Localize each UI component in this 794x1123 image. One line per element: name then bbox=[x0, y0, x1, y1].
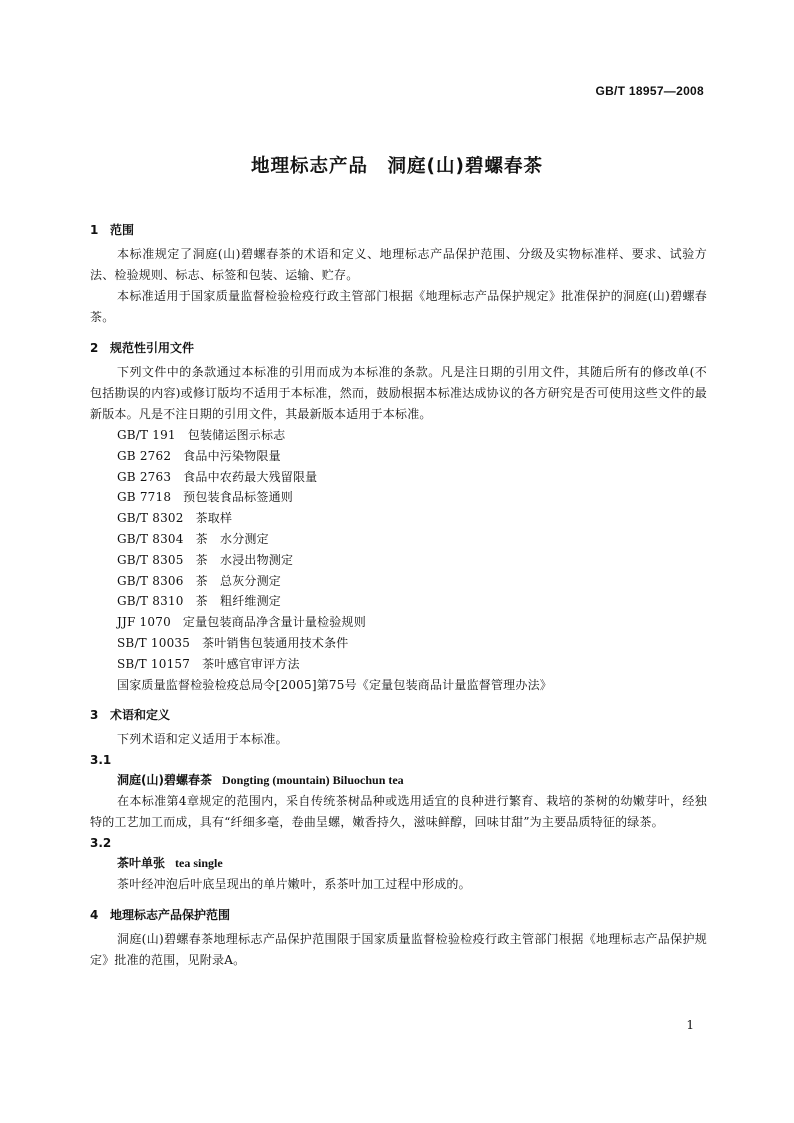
reference-item bbox=[90, 633, 707, 654]
paragraph: 本标准适用于国家质量监督检验检疫行政主管部门根据《地理标志产品保护规定》批准保护的洞庭(山)碧螺春茶。 bbox=[90, 289, 707, 324]
reference-item bbox=[90, 487, 707, 508]
reference-item bbox=[90, 550, 707, 571]
reference-code: SB/T 10035 bbox=[117, 635, 191, 650]
reference-title: 茶取样 bbox=[195, 511, 233, 526]
term-chinese: 茶叶单张 bbox=[117, 856, 166, 871]
reference-title: 包装储运图示标志 bbox=[187, 428, 286, 442]
section-number: 2 bbox=[90, 341, 99, 355]
reference-item: 国家质量监督检验检疫总局令[2005]第75号《定量包装商品计量监督管理办法》 bbox=[117, 677, 552, 692]
term-heading bbox=[90, 770, 707, 791]
term-definition: 在本标准第4章规定的范围内，采自传统茶树品种或选用适宜的良种进行繁育、栽培的茶树的幼嫩芽叶，经独特的工艺加工而成，具有“纤细多毫，卷曲呈螺，嫩香持久，滋味鲜醇，回味甘甜”为主要品质特征的绿茶。 bbox=[90, 794, 707, 830]
paragraph: 下列文件中的条款通过本标准的引用而成为本标准的条款。凡是注日期的引用文件，其随后所有的修改单(不包括勘误的内容)或修订版均不适用于本标准，然而，鼓励根据本标准达成协议的各方研究是否可使用这些文件的最新版本。凡是不注日期的引用文件，其最新版本适用于本标准。 bbox=[90, 365, 707, 421]
document-body bbox=[90, 216, 707, 971]
reference-item bbox=[90, 591, 707, 612]
section-number: 1 bbox=[90, 223, 99, 237]
reference-code: GB/T 8302 bbox=[117, 511, 184, 526]
document-title: 地理标志产品 洞庭(山)碧螺春茶 bbox=[251, 156, 543, 177]
reference-title: 茶 水分测定 bbox=[195, 531, 269, 546]
reference-title: 茶 粗纤维测定 bbox=[195, 594, 282, 609]
reference-code: GB/T 8310 bbox=[117, 594, 184, 609]
section-title: 地理标志产品保护范围 bbox=[110, 908, 231, 923]
reference-title: 食品中农药最大残留限量 bbox=[183, 469, 318, 484]
section-title: 规范性引用文件 bbox=[110, 341, 195, 355]
standard-number: GB/T 18957—2008 bbox=[595, 84, 704, 98]
section-3-heading bbox=[90, 705, 707, 725]
reference-item bbox=[90, 654, 707, 675]
reference-title: 茶 水浸出物测定 bbox=[195, 552, 294, 567]
reference-title: 定量包装商品净含量计量检验规则 bbox=[182, 615, 366, 630]
reference-title: 食品中污染物限量 bbox=[183, 448, 281, 463]
section-4-heading bbox=[90, 905, 707, 925]
reference-item bbox=[90, 425, 707, 446]
reference-code: GB/T 191 bbox=[117, 428, 176, 442]
term-english: tea single bbox=[175, 856, 223, 871]
term-definition: 茶叶经冲泡后叶底呈现出的单片嫩叶，系茶叶加工过程中形成的。 bbox=[117, 877, 471, 892]
reference-item bbox=[90, 467, 707, 488]
reference-title: 茶叶感官审评方法 bbox=[202, 656, 300, 671]
reference-item bbox=[90, 508, 707, 529]
reference-item bbox=[90, 612, 707, 633]
term-number: 3.1 bbox=[90, 753, 112, 768]
reference-code: GB/T 8304 bbox=[117, 531, 184, 546]
paragraph: 本标准规定了洞庭(山)碧螺春茶的术语和定义、地理标志产品保护范围、分级及实物标准样、要求、试验方法、检验规则、标志、标签和包装、运输、贮存。 bbox=[90, 247, 707, 282]
reference-code: GB 2763 bbox=[117, 469, 172, 484]
term-heading bbox=[90, 853, 707, 874]
section-2-heading bbox=[90, 338, 707, 358]
reference-code: JJF 1070 bbox=[117, 615, 171, 630]
reference-code: SB/T 10157 bbox=[117, 656, 191, 671]
section-number: 3 bbox=[90, 708, 99, 723]
reference-title: 预包装食品标签通则 bbox=[183, 490, 293, 505]
reference-code: GB/T 8306 bbox=[117, 573, 184, 588]
paragraph: 下列术语和定义适用于本标准。 bbox=[117, 732, 288, 747]
reference-title: 茶 总灰分测定 bbox=[195, 573, 282, 588]
reference-item bbox=[90, 529, 707, 550]
reference-item bbox=[90, 446, 707, 467]
section-1-heading bbox=[90, 220, 707, 240]
reference-code: GB 7718 bbox=[117, 490, 172, 505]
reference-code: GB/T 8305 bbox=[117, 552, 184, 567]
reference-item bbox=[90, 571, 707, 592]
reference-title: 茶叶销售包装通用技术条件 bbox=[202, 635, 349, 650]
term-chinese: 洞庭(山)碧螺春茶 bbox=[117, 773, 212, 788]
reference-code: GB 2762 bbox=[117, 448, 172, 463]
section-title: 术语和定义 bbox=[110, 708, 171, 723]
section-title: 范围 bbox=[110, 223, 135, 237]
term-english: Dongting (mountain) Biluochun tea bbox=[221, 773, 404, 788]
paragraph: 洞庭(山)碧螺春茶地理标志产品保护范围限于国家质量监督检验检疫行政主管部门根据《地理标志产品保护规定》批准的范围，见附录A。 bbox=[90, 932, 707, 968]
section-number: 4 bbox=[90, 908, 99, 923]
page-number: 1 bbox=[686, 1018, 694, 1032]
term-number: 3.2 bbox=[90, 836, 112, 851]
